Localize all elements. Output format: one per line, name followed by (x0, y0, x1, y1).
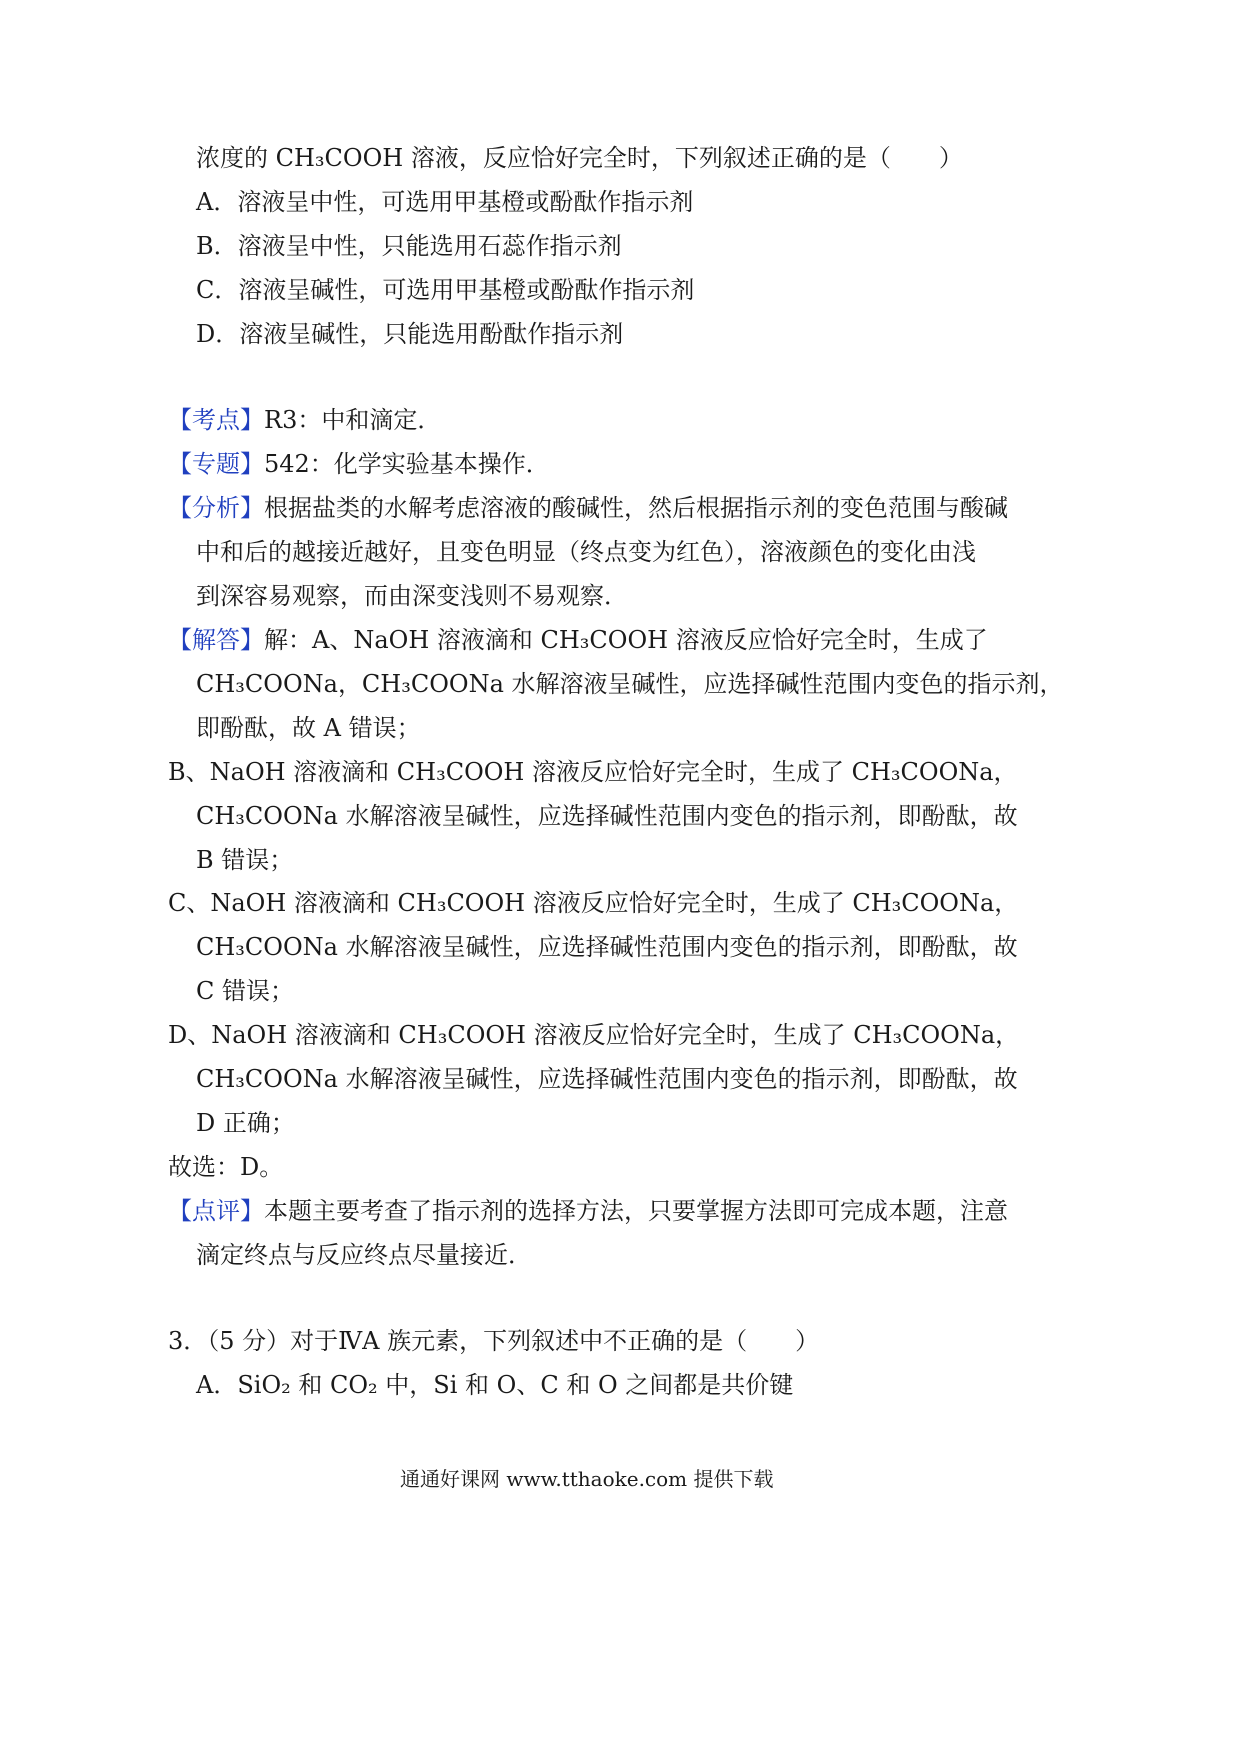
dianping-row (168, 1194, 1008, 1228)
jieda-line-8: CH₃COONa 水解溶液呈碱性，应选择碱性范围内变色的指示剂，即酚酞，故 (196, 933, 1018, 961)
question-stem-tail: 浓度的 CH₃COOH 溶液，反应恰好完全时，下列叙述正确的是（ ） (196, 144, 963, 172)
option-a: A．溶液呈中性，可选用甲基橙或酚酞作指示剂 (196, 188, 694, 216)
dianping-line-1: 本题主要考查了指示剂的选择方法，只要掌握方法即可完成本题，注意 (264, 1197, 1008, 1225)
fenxi-row (168, 491, 1008, 525)
option-c: C．溶液呈碱性，可选用甲基橙或酚酞作指示剂 (196, 276, 695, 304)
jieda-line-2: CH₃COONa，CH₃COONa 水解溶液呈碱性，应选择碱性范围内变色的指示剂， (196, 670, 1064, 698)
jieda-line-13: 故选：D。 (168, 1153, 284, 1181)
jieda-label: 【解答】 (168, 626, 264, 654)
fenxi-label: 【分析】 (168, 494, 264, 522)
dianping-label: 【点评】 (168, 1197, 264, 1225)
jieda-line-3: 即酚酞，故 A 错误； (196, 714, 421, 742)
zhuanti-text: 542：化学实验基本操作． (264, 450, 550, 478)
dianping-line-2: 滴定终点与反应终点尽量接近． (196, 1241, 532, 1269)
option-d: D．溶液呈碱性，只能选用酚酞作指示剂 (196, 320, 624, 348)
zhuanti-label: 【专题】 (168, 450, 264, 478)
kaodian-label: 【考点】 (168, 406, 264, 434)
jieda-line-6: B 错误； (196, 846, 294, 874)
jieda-line-10: D、NaOH 溶液滴和 CH₃COOH 溶液反应恰好完全时，生成了 CH₃COONa， (168, 1021, 1020, 1049)
jieda-line-12: D 正确； (196, 1109, 295, 1137)
option-b: B．溶液呈中性，只能选用石蕊作指示剂 (196, 232, 622, 260)
footer: 通通好课网 www.tthaoke.com 提供下载 (400, 1467, 774, 1491)
fenxi-line-2: 中和后的越接近越好，且变色明显（终点变为红色），溶液颜色的变化由浅 (196, 538, 976, 566)
kaodian-text: R3：中和滴定． (264, 406, 442, 434)
jieda-line-11: CH₃COONa 水解溶液呈碱性，应选择碱性范围内变色的指示剂，即酚酞，故 (196, 1065, 1018, 1093)
jieda-row (168, 623, 988, 657)
question3-option-a: A．SiO₂ 和 CO₂ 中，Si 和 O、C 和 O 之间都是共价键 (196, 1371, 794, 1399)
jieda-line-4: B、NaOH 溶液滴和 CH₃COOH 溶液反应恰好完全时，生成了 CH₃COONa， (168, 758, 1018, 786)
jieda-line-7: C、NaOH 溶液滴和 CH₃COOH 溶液反应恰好完全时，生成了 CH₃COONa， (168, 889, 1019, 917)
question3-stem: 3．（5 分）对于ⅣA 族元素，下列叙述中不正确的是（ ） (168, 1327, 820, 1355)
zhuanti-row (168, 447, 550, 481)
jieda-line-1: 解：A、NaOH 溶液滴和 CH₃COOH 溶液反应恰好完全时，生成了 (264, 626, 988, 654)
kaodian-row (168, 403, 441, 437)
fenxi-line-1: 根据盐类的水解考虑溶液的酸碱性，然后根据指示剂的变色范围与酸碱 (264, 494, 1008, 522)
jieda-line-9: C 错误； (196, 977, 294, 1005)
jieda-line-5: CH₃COONa 水解溶液呈碱性，应选择碱性范围内变色的指示剂，即酚酞，故 (196, 802, 1018, 830)
fenxi-line-3: 到深容易观察，而由深变浅则不易观察． (196, 582, 628, 610)
